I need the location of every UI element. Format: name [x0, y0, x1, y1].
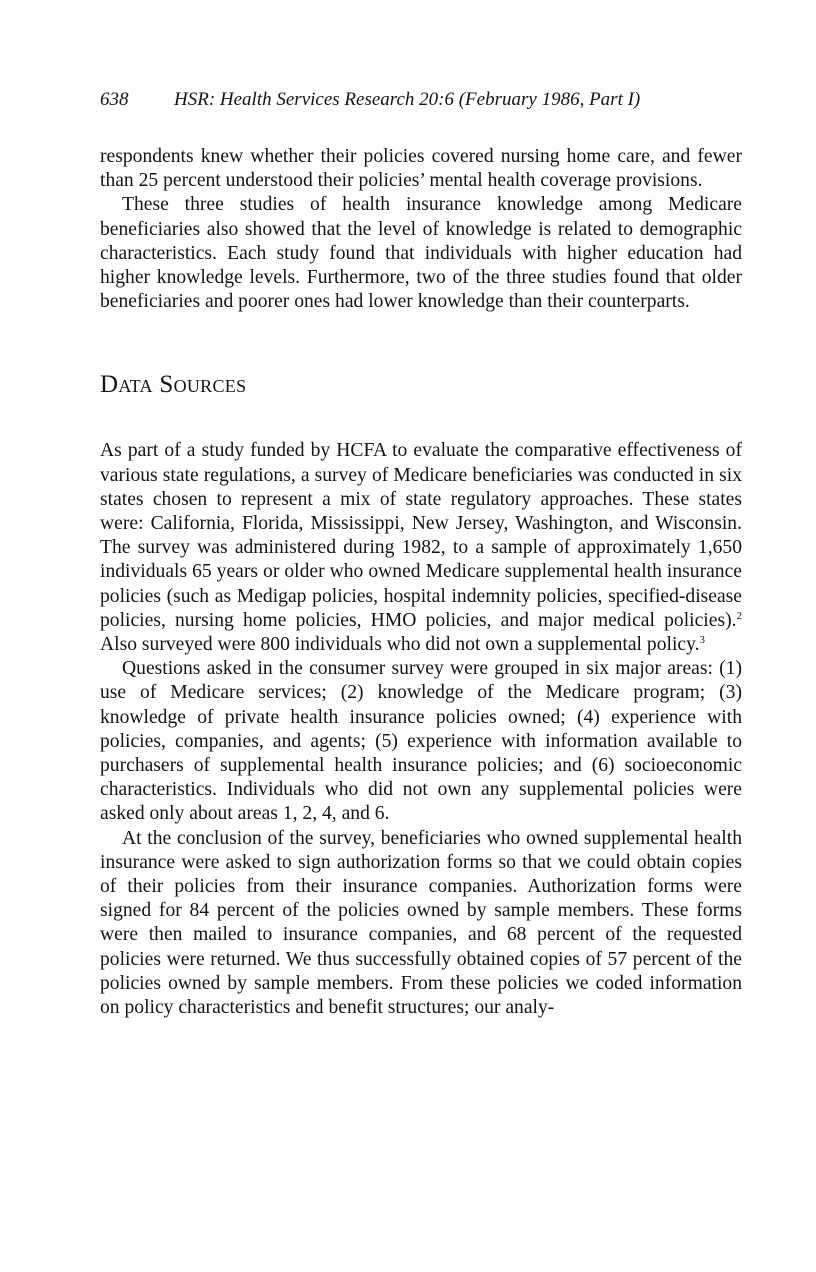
- intro-text: [100, 145, 742, 314]
- journal-citation: HSR: Health Services Research 20:6 (February 1986, Part I): [174, 89, 641, 110]
- footnote-ref-3: 3: [699, 634, 706, 647]
- paragraph-continued: respondents knew whether their policies covered nursing home care, and fewer than 25 percent understood their policies’ mental health coverage provisions.: [100, 146, 742, 192]
- section-heading: Data Sources: [100, 371, 247, 399]
- paragraph-policy-collection: At the conclusion of the survey, beneficiaries who owned supplemental health insurance were asked to sign authorization forms so that we could obtain copies of their policies from their insurance companies. Authorization forms were signed for 84 percent of the policies owned by sample members. These forms were then mailed to insurance companies, and 68 percent of the requested policies were returned. We thus successfully obtained copies of 57 percent of the policies owned by sample members. From these policies we coded information on policy characteristics and benefit structures; our analy-: [100, 827, 742, 1019]
- section-text: [100, 439, 742, 1020]
- footnote-ref-2: 2: [736, 609, 742, 622]
- paragraph-survey-design: [100, 439, 742, 657]
- survey-design-text: As part of a study funded by HCFA to evaluate the comparative effectiveness of various state regulations, a survey of Medicare beneficiaries was conducted in six states chosen to represent a mix of state regulatory approaches. These states were: California, Florida, Mississippi, New Jersey, Washington, and Wisconsin. The survey was administered during 1982, to a sample of approximately 1,650 individuals 65 years or older who owned Medicare supplemental health insurance policies (such as Medigap policies, hospital indemnity policies, specified-disease policies, nursing home policies, HMO policies, and major medical policies).: [100, 440, 742, 631]
- journal-page: [100, 88, 742, 1020]
- paragraph-knowledge-demographics: These three studies of health insurance knowledge among Medicare beneficiaries also showed that the level of knowledge is related to demographic characteristics. Each study found that individuals with higher education had higher knowledge levels. Furthermore, two of the three studies found that older beneficiaries and poorer ones had lower knowledge than their counterparts.: [100, 194, 742, 313]
- running-head: [100, 88, 742, 112]
- paragraph-survey-questions: Questions asked in the consumer survey were grouped in six major areas: (1) use of Medicare services; (2) knowledge of the Medicare program; (3) knowledge of private health insurance policies owned; (4) experience with policies, companies, and agents; (5) experience with information available to purchasers of supplemental health insurance policies; and (6) socioeconomic characteristics. Individuals who did not own any supplemental policies were asked only about areas 1, 2, 4, and 6.: [100, 658, 742, 825]
- survey-design-text-cont: Also surveyed were 800 individuals who did not own a supplemental policy.: [100, 634, 700, 656]
- page-number: 638: [100, 89, 129, 110]
